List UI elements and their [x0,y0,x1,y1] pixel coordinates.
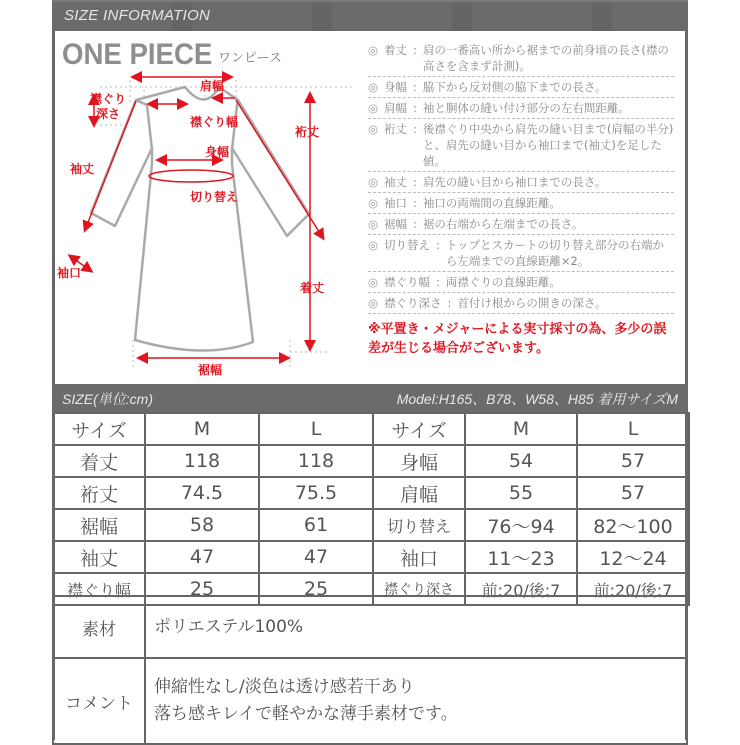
material-row [53,596,687,658]
size-unit-label: SIZE(単位:cm) [62,391,153,407]
label-neck-depth-2: 深さ [96,107,121,121]
circle-mark-icon: ◎ [368,196,379,210]
header-bar [52,0,688,31]
dress-diagram [55,70,365,380]
circle-mark-icon: ◎ [368,296,379,310]
note-item: ◎ 袖口 : 袖口の両端間の直線距離。 [368,193,674,214]
table-header-row: サイズ M L サイズ M L [53,413,689,445]
info-table [52,595,688,745]
label-yuki: 裄丈 [295,125,320,139]
label-sleeve-length: 袖丈 [70,162,95,176]
note-item: ◎ 切り替え : トップとスカートの切り替え部分の右端から左端までの直線距離×2。 [368,235,674,272]
label-shoulder-width: 肩幅 [200,79,225,93]
dress-outline-icon [55,70,365,380]
note-item: ◎ 肩幅 : 袖と胴体の縫い付け部分の左右間距離。 [368,98,674,119]
product-title: ONE PIECE [62,38,213,71]
label-body-width: 身幅 [205,145,230,159]
comment-row [53,658,687,744]
circle-mark-icon: ◎ [368,217,379,231]
comment-label: コメント [53,658,145,744]
model-info: Model:H165、B78、W58、H85 着用サイズM [396,391,678,407]
label-cuff: 袖口 [57,266,82,280]
note-item: ◎ 着丈 : 肩の一番高い所から裾までの前身頃の長さ(襟の高さを含まず計測)。 [368,40,674,77]
circle-mark-icon: ◎ [368,80,379,94]
material-label: 素材 [53,596,145,658]
circle-mark-icon: ◎ [368,122,379,136]
circle-mark-icon: ◎ [368,43,379,57]
material-value: ポリエステル100% [145,596,687,658]
note-item: ◎ 襟ぐり深さ : 首付け根からの開きの深さ。 [368,293,674,314]
circle-mark-icon: ◎ [368,238,379,252]
note-item: ◎ 裄丈 : 後襟ぐり中央から肩先の縫い目まで(肩幅の半分)と、肩先の縫い目から袖口まで(袖丈)を足した値。 [368,119,674,172]
size-bar [52,384,688,412]
table-row: 着丈 118 118 身幅 54 57 [53,445,689,477]
note-item: ◎ 裾幅 : 裾の右端から左端までの長さ。 [368,214,674,235]
label-neck-width: 襟ぐり幅 [190,115,239,129]
note-item: ◎ 袖丈 : 肩先の縫い目から袖口までの長さ。 [368,172,674,193]
note-item: ◎ 身幅 : 脇下から反対側の脇下までの長さ。 [368,77,674,98]
label-neck-depth-1: 襟ぐり [90,92,127,106]
circle-mark-icon: ◎ [368,175,379,189]
measurement-notes [368,40,674,358]
table-row: 袖丈 47 47 袖口 11〜23 12〜24 [53,541,689,573]
note-item: ◎ 襟ぐり幅 : 両襟ぐりの直線距離。 [368,272,674,293]
measurement-warning: ※平置き・メジャーによる実寸採寸の為、多少の誤差が生じる場合がございます。 [368,322,667,356]
label-waist-switch: 切り替え [190,190,239,204]
table-row: 裄丈 74.5 75.5 肩幅 55 57 [53,477,689,509]
label-hem-width: 裾幅 [198,363,223,377]
table-row: 襟ぐり幅 25 25 襟ぐり深さ 前:20/後:7 前:20/後:7 [53,573,689,605]
circle-mark-icon: ◎ [368,101,379,115]
circle-mark-icon: ◎ [368,275,379,289]
comment-value: 伸縮性なし/淡色は透け感若干あり 落ち感キレイで軽やかな薄手素材です。 [145,658,687,744]
label-length: 着丈 [300,281,325,295]
table-row: 裾幅 58 61 切り替え 76〜94 82〜100 [53,509,689,541]
product-subtitle: ワンピース [218,51,282,66]
size-table [52,412,690,606]
header-title: SIZE INFORMATION [64,7,211,24]
